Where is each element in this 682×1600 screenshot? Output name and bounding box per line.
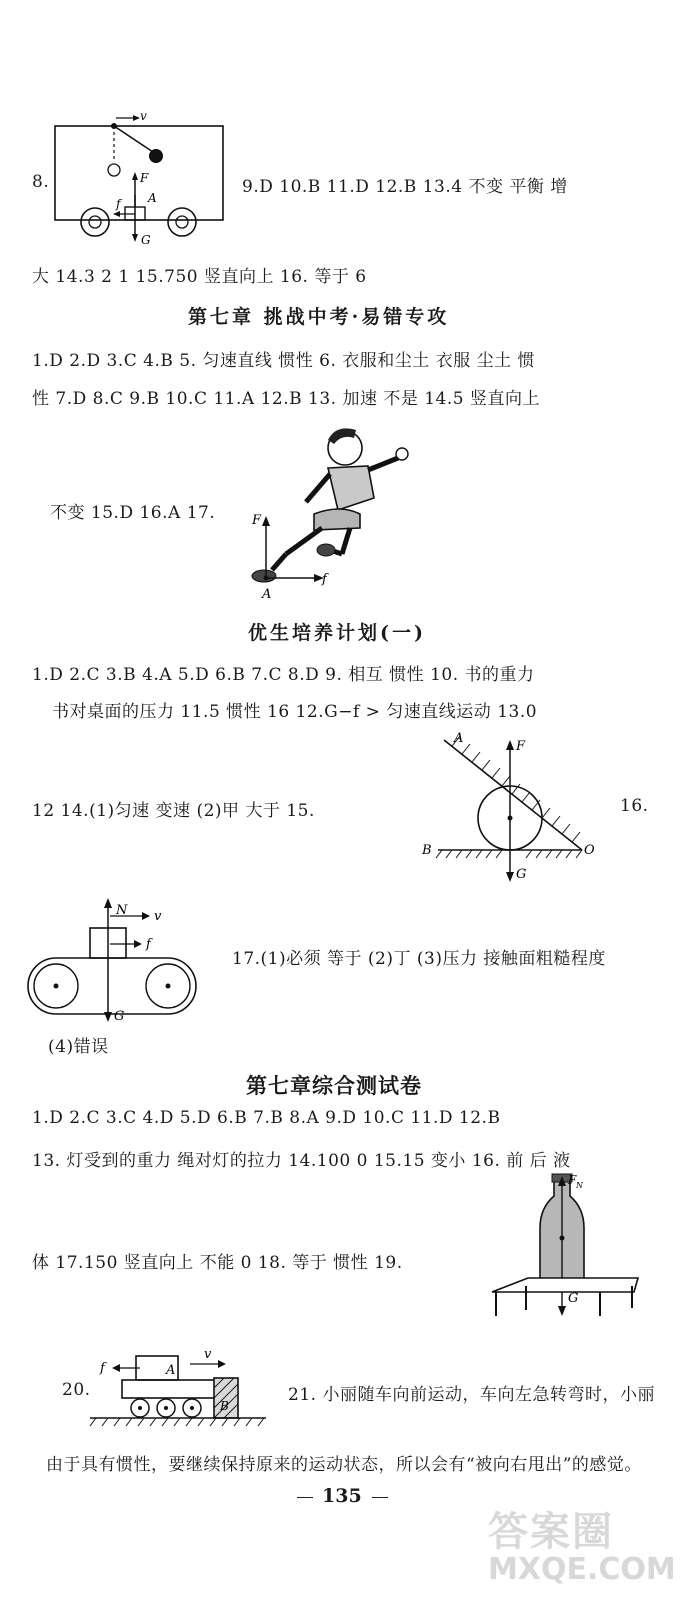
svg-text:f: f — [116, 197, 121, 211]
watermark-url: MXQE.COM — [488, 1552, 676, 1587]
svg-text:B: B — [220, 1399, 229, 1413]
answer-line: 1.D 2.D 3.C 4.B 5. 匀速直线 惯性 6. 衣服和尘土 衣服 尘土 惯 — [32, 351, 536, 371]
answer-line: 9.D 10.B 11.D 12.B 13.4 不变 平衡 增 — [242, 177, 568, 197]
svg-text:v: v — [204, 1347, 212, 1362]
cart-block-diagram — [86, 1344, 276, 1434]
running-boy-illustration — [250, 418, 420, 603]
answer-line: 13. 灯受到的重力 绳对灯的拉力 14.100 0 15.15 变小 16. 前 后 液 — [32, 1151, 571, 1171]
answer-line: 性 7.D 8.C 9.B 10.C 11.A 12.B 13. 加速 不是 14.5 竖直向上 — [32, 389, 541, 409]
section-heading: 第七章综合测试卷 — [246, 1073, 422, 1098]
answer-line: 书对桌面的压力 11.5 惯性 16 12.G−f > 匀速直线运动 13.0 — [52, 702, 538, 722]
svg-text:G: G — [114, 1009, 125, 1024]
section-heading: 优生培养计划(一) — [248, 622, 426, 644]
page-number-rule-left — [297, 1497, 313, 1498]
svg-text:F: F — [140, 171, 149, 185]
answer-line: 大 14.3 2 1 15.750 竖直向上 16. 等于 6 — [32, 267, 367, 287]
svg-text:A: A — [262, 587, 272, 602]
svg-text:G: G — [568, 1291, 579, 1306]
svg-text:f: f — [100, 1361, 105, 1376]
svg-text:F: F — [516, 739, 526, 754]
svg-text:A: A — [454, 731, 464, 746]
section-heading: 第七章 挑战中考·易错专攻 — [188, 306, 450, 328]
svg-text:v: v — [154, 909, 162, 924]
svg-text:N: N — [576, 1181, 583, 1190]
svg-text:B: B — [422, 843, 432, 858]
svg-text:N: N — [116, 903, 128, 918]
svg-text:F: F — [252, 513, 262, 528]
answer-line: 1.D 2.C 3.C 4.D 5.D 6.B 7.B 8.A 9.D 10.C 11.D 12.B — [32, 1108, 501, 1128]
cart-pendulum-diagram — [50, 110, 230, 250]
conveyor-belt-diagram — [32, 894, 212, 1029]
svg-text:O: O — [584, 843, 595, 858]
answer-line: 21. 小丽随车向前运动，车向左急转弯时，小丽 — [288, 1385, 655, 1405]
answer-line: 17.(1)必须 等于 (2)丁 (3)压力 接触面粗糙程度 — [232, 949, 606, 969]
svg-text:A: A — [166, 1363, 176, 1378]
svg-text:f: f — [322, 572, 327, 587]
answer-line: 12 14.(1)匀速 变速 (2)甲 大于 15. — [32, 801, 315, 821]
ball-on-incline-diagram — [418, 726, 608, 886]
page-number-rule-right — [372, 1497, 388, 1498]
bottle-on-table-diagram — [488, 1174, 648, 1304]
watermark-logo: 答案圈 — [488, 1509, 614, 1555]
answer-line: 不变 15.D 16.A 17. — [50, 503, 216, 523]
answer-line: 16. — [620, 796, 649, 816]
answer-line: (4)错误 — [48, 1037, 109, 1057]
answer-line: 1.D 2.C 3.B 4.A 5.D 6.B 7.C 8.D 9. 相互 惯性 10. 书的重力 — [32, 665, 535, 685]
answer-line: 由于具有惯性，要继续保持原来的运动状态，所以会有“被向右甩出”的感觉。 — [46, 1455, 642, 1475]
svg-text:F: F — [568, 1173, 577, 1187]
svg-text:G: G — [516, 867, 527, 882]
svg-text:f: f — [146, 937, 151, 952]
answer-line: 8. — [32, 172, 50, 192]
answer-line: 体 17.150 竖直向上 不能 0 18. 等于 惯性 19. — [32, 1253, 403, 1273]
svg-text:v: v — [140, 109, 147, 123]
answer-line: 20. — [62, 1380, 91, 1400]
svg-text:G: G — [141, 233, 151, 247]
page-number: 135 — [322, 1485, 362, 1507]
svg-text:A: A — [148, 191, 157, 205]
